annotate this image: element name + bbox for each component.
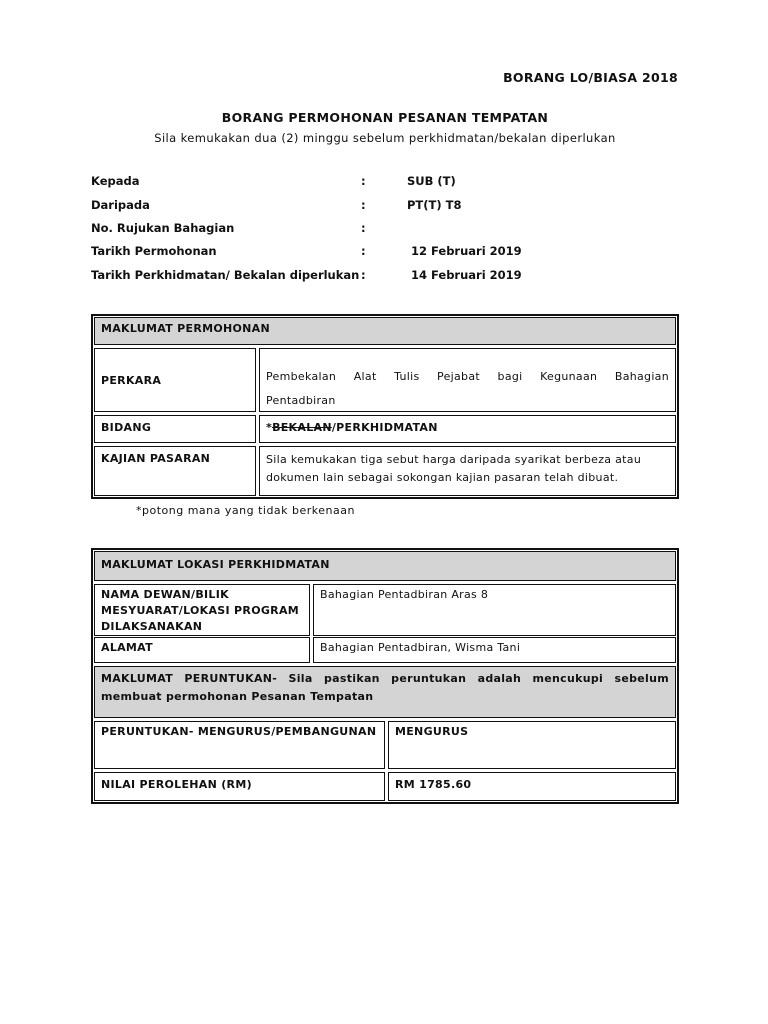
nilai-perolehan-value: RM 1785.60	[388, 772, 676, 801]
info-colon: :	[361, 221, 366, 235]
alamat-value: Bahagian Pentadbiran, Wisma Tani	[313, 637, 676, 663]
info-label: Kepada	[91, 174, 140, 188]
info-colon: :	[361, 174, 366, 188]
info-row-daripada	[91, 198, 691, 216]
info-label: No. Rujukan Bahagian	[91, 221, 235, 235]
info-label: Tarikh Perkhidmatan/ Bekalan diperlukan	[91, 268, 360, 282]
perkara-line-1: Pembekalan Alat Tulis Pejabat bagi Kegunaan Bahagian	[266, 370, 669, 383]
info-label: Daripada	[91, 198, 150, 212]
info-value: 12 Februari 2019	[411, 244, 522, 258]
info-row-kepada	[91, 174, 691, 192]
peruntukan-section-title: MAKLUMAT PERUNTUKAN- Sila pastikan peruntukan adalah mencukupi sebelum membuat permohonan Pesanan Tempatan	[94, 666, 676, 718]
perkara-label: PERKARA	[94, 348, 256, 412]
info-row-rujukan	[91, 221, 691, 239]
nilai-perolehan-label: NILAI PEROLEHAN (RM)	[94, 772, 385, 801]
bidang-rest: /PERKHIDMATAN	[331, 421, 438, 434]
info-value: PT(T) T8	[407, 198, 462, 212]
lokasi-section-title: MAKLUMAT LOKASI PERKHIDMATAN	[94, 551, 676, 581]
info-colon: :	[361, 268, 366, 282]
perkara-value	[259, 348, 676, 412]
bidang-struck-option: BEKALAN	[272, 421, 332, 434]
bidang-value	[259, 415, 676, 443]
form-code: BORANG LO/BIASA 2018	[503, 70, 678, 85]
peruntukan-jenis-label: PERUNTUKAN- MENGURUS/PEMBANGUNAN	[94, 721, 385, 769]
form-title: BORANG PERMOHONAN PESANAN TEMPATAN	[221, 110, 549, 125]
kajian-value: Sila kemukakan tiga sebut harga daripada syarikat berbeza atau dokumen lain sebagai sokongan kajian pasaran telah dibuat.	[259, 446, 676, 496]
perkara-line-2: Pentadbiran	[266, 394, 336, 407]
info-label: Tarikh Permohonan	[91, 244, 217, 258]
info-value: 14 Februari 2019	[411, 268, 522, 282]
bidang-prefix: *	[266, 421, 273, 434]
nama-lokasi-value: Bahagian Pentadbiran Aras 8	[313, 584, 676, 636]
footnote: *potong mana yang tidak berkenaan	[136, 504, 355, 517]
info-colon: :	[361, 244, 366, 258]
alamat-label: ALAMAT	[94, 637, 310, 663]
info-row-tarikh-permohonan	[91, 244, 691, 262]
peruntukan-jenis-value: MENGURUS	[388, 721, 676, 769]
permohonan-section-title: MAKLUMAT PERMOHONAN	[94, 317, 676, 345]
info-value: SUB (T)	[407, 174, 456, 188]
info-colon: :	[361, 198, 366, 212]
bidang-label: BIDANG	[94, 415, 256, 443]
info-row-tarikh-perkhidmatan	[91, 268, 691, 286]
form-subtitle: Sila kemukakan dua (2) minggu sebelum perkhidmatan/bekalan diperlukan	[154, 131, 616, 145]
kajian-label: KAJIAN PASARAN	[94, 446, 256, 496]
nama-lokasi-label: NAMA DEWAN/BILIK MESYUARAT/LOKASI PROGRAM DILAKSANAKAN	[94, 584, 310, 636]
